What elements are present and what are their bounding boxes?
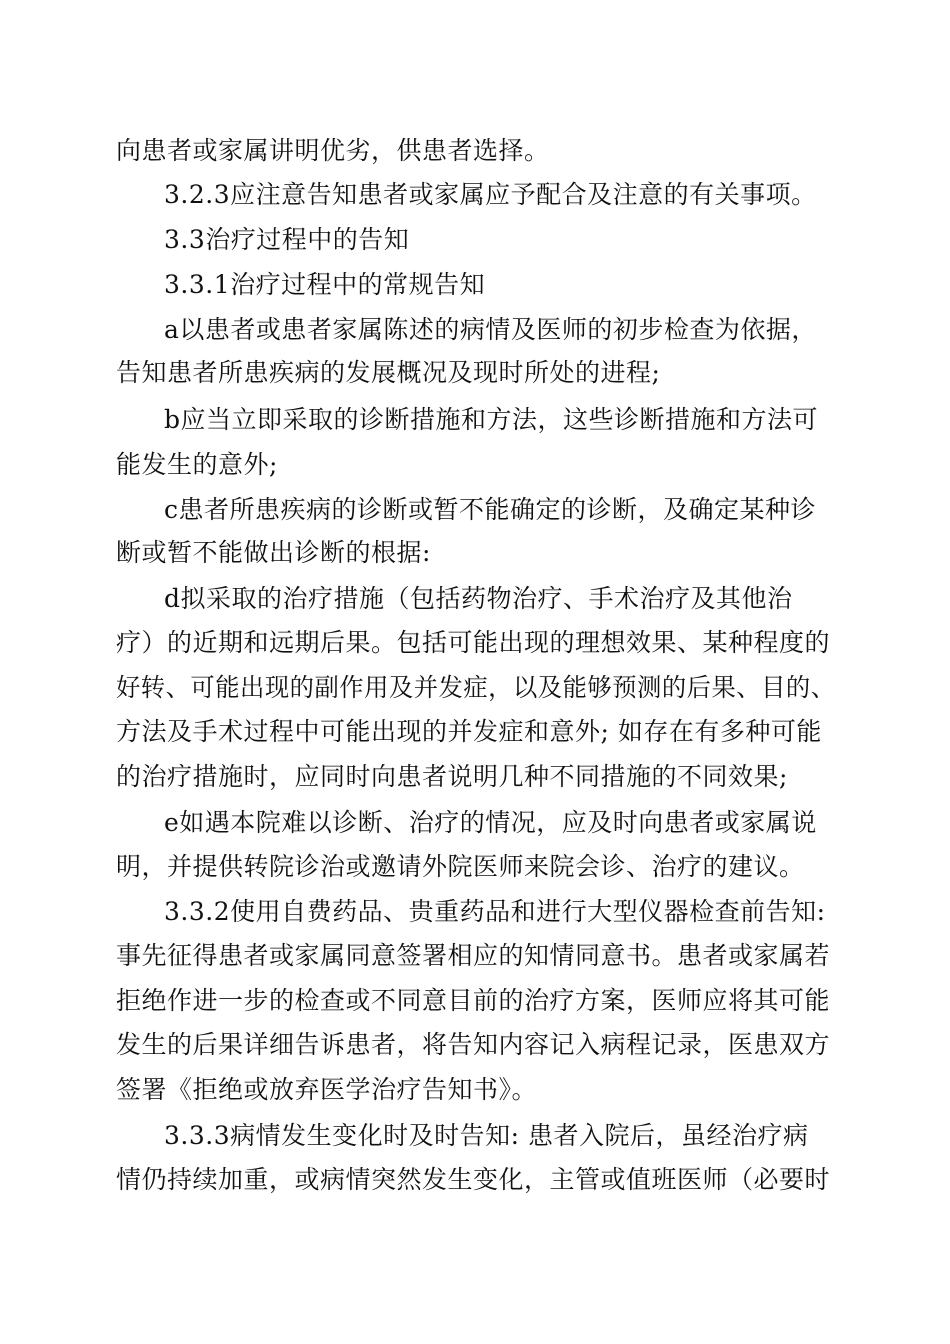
text-line: 断或暂不能做出诊断的根据: (116, 538, 431, 567)
text-line: d拟采取的治疗措施（包括药物治疗、手术治疗及其他治 (164, 584, 793, 613)
text-line: b应当立即采取的诊断措施和方法，这些诊断措施和方法可 (164, 405, 819, 434)
text-line: 能发生的意外; (116, 450, 278, 479)
text-line: 方法及手术过程中可能出现的并发症和意外; 如存在有多种可能 (116, 717, 822, 746)
text-line: 签署《拒绝或放弃医学治疗告知书》。 (116, 1075, 538, 1104)
text-line: 3.3.2使用自费药品、贵重药品和进行大型仪器检查前告知: (164, 897, 826, 926)
text-line: 明，并提供转院诊治或邀请外院医师来院会诊、治疗的建议。 (116, 852, 805, 881)
section-heading: 3.3治疗过程中的告知 (164, 225, 410, 254)
text-line: e如遇本院难以诊断、治疗的情况，应及时向患者或家属说 (164, 808, 817, 837)
text-line: 好转、可能出现的副作用及并发症，以及能够预测的后果、目的、 (116, 673, 836, 702)
subsection-heading: 3.3.1治疗过程中的常规告知 (164, 270, 486, 299)
text-line: 告知患者所患疾病的发展概况及现时所处的进程; (116, 358, 661, 387)
text-line: 拒绝作进一步的检查或不同意目前的治疗方案，医师应将其可能 (116, 986, 831, 1015)
text-line: 3.2.3应注意告知患者或家属应予配合及注意的有关事项。 (164, 180, 817, 209)
text-line: c患者所患疾病的诊断或暂不能确定的诊断，及确定某种诊 (164, 495, 817, 524)
text-line: 3.3.3病情发生变化时及时告知: 患者入院后，虽经治疗病 (164, 1121, 809, 1150)
text-line: 疗）的近期和远期后果。包括可能出现的理想效果、某种程度的 (116, 628, 831, 657)
text-line: 的治疗措施时，应同时向患者说明几种不同措施的不同效果; (116, 762, 788, 791)
text-line: 情仍持续加重，或病情突然发生变化，主管或值班医师（必要时 (116, 1165, 831, 1194)
text-line: 向患者或家属讲明优劣，供患者选择。 (116, 136, 550, 165)
text-line: 事先征得患者或家属同意签署相应的知情同意书。患者或家属若 (116, 941, 831, 970)
text-line: 发生的后果详细告诉患者，将告知内容记入病程记录，医患双方 (116, 1030, 831, 1059)
text-line: a以患者或患者家属陈述的病情及医师的初步检查为依据， (164, 315, 817, 344)
